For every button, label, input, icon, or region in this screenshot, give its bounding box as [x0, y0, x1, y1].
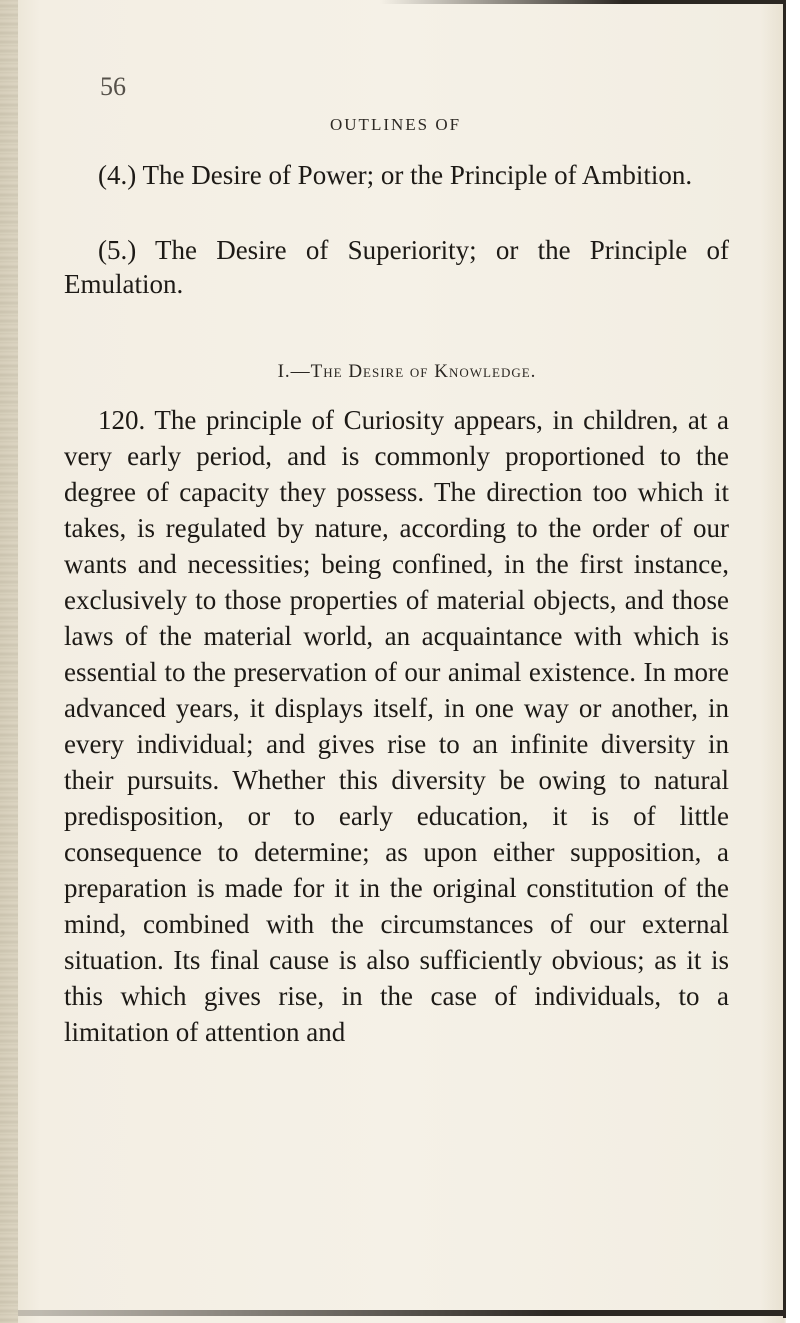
section-heading — [0, 361, 800, 383]
list-item-emulation: (5.) The Desire of Superiority; or the Principle of Emulation. — [64, 235, 729, 299]
list-item-ambition: (4.) The Desire of Power; or the Principle of Ambition. — [98, 160, 693, 190]
running-head: OUTLINES OF — [330, 115, 462, 134]
binding-gutter — [0, 0, 18, 1323]
section-heading-text: I.—The Desire of Knowledge. — [277, 361, 537, 382]
scan-margin — [786, 0, 800, 1323]
bottom-page-edge — [18, 1310, 786, 1316]
top-page-edge — [380, 0, 786, 4]
page-number: 56 — [100, 72, 126, 101]
body-paragraph: 120. The principle of Curiosity appears, in children, at a very early period, and is commonly proportioned to the degree of capacity they possess. The direction too which it takes, is regulated by nature, according to the order of our wants and necessities; being confined, in the first instance, exclusively to those properties of material objects, and those laws of the material world, an acquaintance with which is essential to the preservation of our animal existence. In more advanced years, it displays itself, in one way or another, in every individual; and gives rise to an infinite diversity in their pursuits. Whether this diversity be owing to natural predisposition, or to early education, it is of little consequence to determine; as upon either supposition, a preparation is made for it in the original constitution of the mind, combined with the circumstances of our external situation. Its final cause is also sufficiently obvious; as it is this which gives rise, in the case of individuals, to a limitation of attention and — [64, 405, 729, 1047]
